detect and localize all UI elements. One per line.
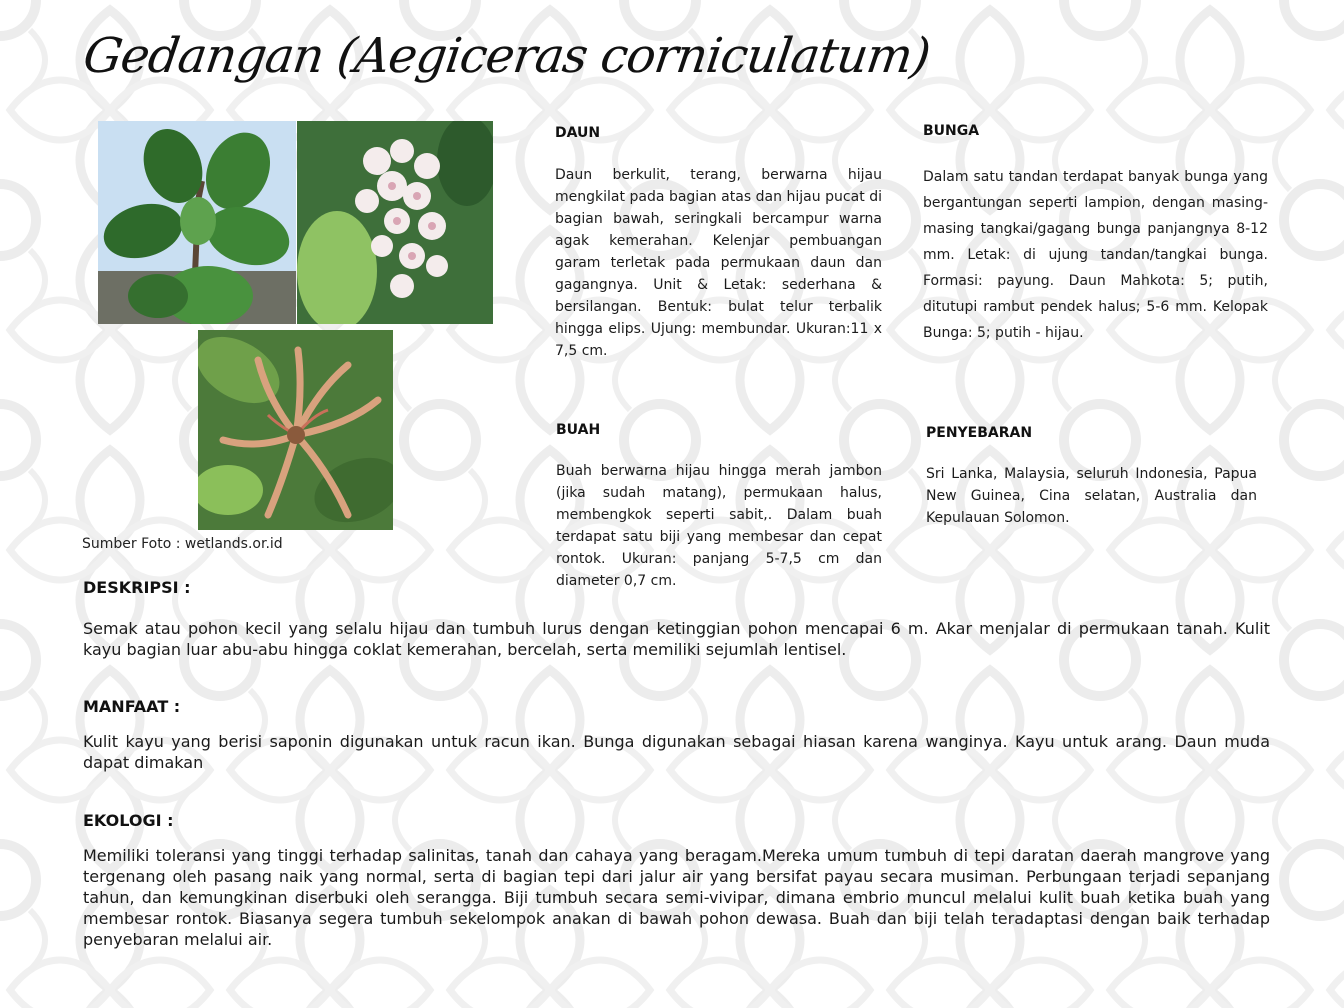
manfaat-heading: MANFAAT : — [83, 697, 181, 716]
ekologi-text: Memiliki toleransi yang tinggi terhadap salinitas, tanah dan cahaya yang beragam.Mereka umum tumbuh di tepi daratan daerah mangrove yang tergenang oleh pasang naik yang normal, serta di bagian tepi dari jalur air yang bersifat payau secara musiman. Perbungaan terjadi sepanjang tahun, dan kemungkinan diserbuki oleh serangga. Biji tumbuh secara semi-vivipar, dimana embrio muncul melalui kulit buah ketika buah yang membesar rontok. Biasanya segera tumbuh sekelompok anakan di bawah pohon dewasa. Buah dan biji telah teradaptasi dengan baik terhadap penyebaran melalui air. — [83, 846, 1270, 949]
leaves-photo — [98, 121, 296, 324]
buah-heading: BUAH — [556, 422, 601, 438]
penyebaran-text: Sri Lanka, Malaysia, seluruh Indonesia, Papua New Guinea, Cina selatan, Australia dan Kepulauan Solomon. — [926, 466, 1257, 526]
bunga-text: Dalam satu tandan terdapat banyak bunga yang bergantungan seperti lampion, dengan masing-masing tangkai/gagang bunga panjangnya 8-12 mm. Letak: di ujung tandan/tangkai bunga. Formasi: payung. Daun Mahkota: 5; putih, ditutupi rambut pendek halus; 5-6 mm. Kelopak Bunga: 5; putih - hijau. — [923, 169, 1268, 341]
deskripsi-text: Semak atau pohon kecil yang selalu hijau dan tumbuh lurus dengan ketinggian pohon mencapai 6 m. Akar menjalar di permukaan tanah. Kulit kayu bagian luar abu-abu hingga coklat kemerahan, bercelah, serta memiliki sejumlah lentisel. — [83, 619, 1270, 659]
manfaat-text: Kulit kayu yang berisi saponin digunakan untuk racun ikan. Bunga digunakan sebagai hiasan karena wanginya. Kayu untuk arang. Daun muda dapat dimakan — [83, 732, 1270, 772]
flowers-photo — [297, 121, 493, 324]
fruits-photo — [198, 330, 393, 530]
deskripsi-heading: DESKRIPSI : — [83, 578, 191, 597]
daun-heading: DAUN — [555, 125, 601, 141]
bunga-heading: BUNGA — [923, 123, 980, 139]
page-title: Gedangan (Aegiceras corniculatum) — [80, 28, 934, 84]
daun-text: Daun berkulit, terang, berwarna hijau mengkilat pada bagian atas dan hijau pucat di bagian bawah, seringkali bercampur warna agak kemerahan. Kelenjar pembuangan garam terletak pada permukaan daun dan gagangnya. Unit & Letak: sederhana & bersilangan. Bentuk: bulat telur terbalik hingga elips. Ujung: membundar. Ukuran:11 x 7,5 cm. — [555, 167, 882, 359]
penyebaran-heading: PENYEBARAN — [926, 425, 1033, 441]
buah-text: Buah berwarna hijau hingga merah jambon (jika sudah matang), permukaan halus, membengkok seperti sabit,. Dalam buah terdapat satu biji yang membesar dan cepat rontok. Ukuran: panjang 5-7,5 cm dan diameter 0,7 cm. — [556, 463, 882, 589]
photo-source-caption: Sumber Foto : wetlands.or.id — [82, 536, 283, 552]
ekologi-heading: EKOLOGI : — [83, 811, 174, 830]
